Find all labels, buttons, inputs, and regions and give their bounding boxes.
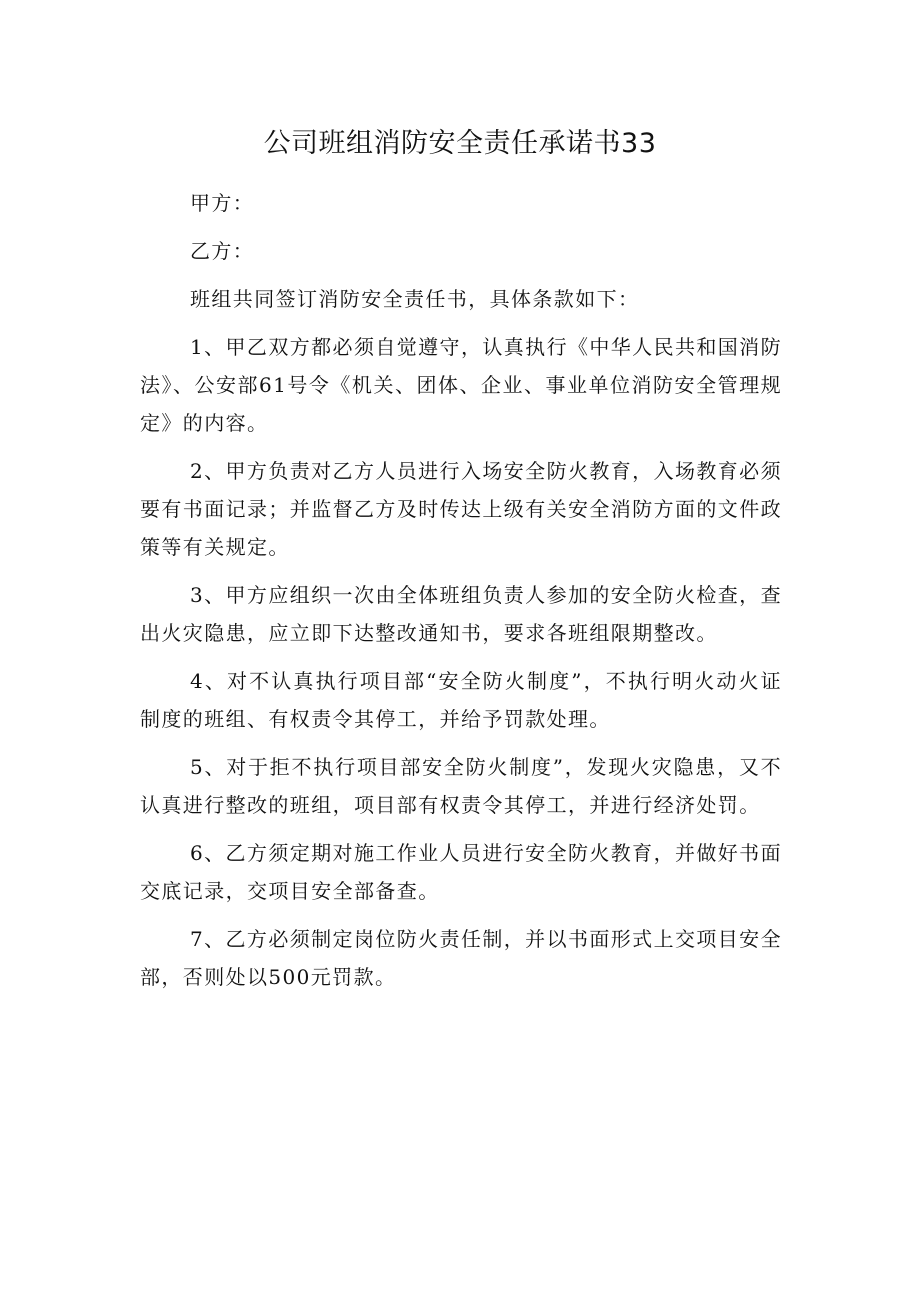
party-a-line: 甲方： xyxy=(190,191,255,215)
clause-6: 6、乙方须定期对施工作业人员进行安全防火教育，并做好书面交底记录，交项目安全部备查。 xyxy=(140,841,782,903)
document-body xyxy=(140,184,782,1006)
clause-1: 1、甲乙双方都必须自觉遵守，认真执行《中华人民共和国消防法》、公安部61号令《机关、团体、企业、事业单位消防安全管理规定》的内容。 xyxy=(140,335,782,435)
party-b-line: 乙方： xyxy=(190,239,255,263)
clause-2: 2、甲方负责对乙方人员进行入场安全防火教育，入场教育必须要有书面记录；并监督乙方及时传达上级有关安全消防方面的文件政策等有关规定。 xyxy=(140,459,782,559)
clause-3: 3、甲方应组织一次由全体班组负责人参加的安全防火检查，查出火灾隐患，应立即下达整改通知书，要求各班组限期整改。 xyxy=(140,583,782,645)
clause-4: 4、对不认真执行项目部“安全防火制度”，不执行明火动火证制度的班组、有权责令其停工，并给予罚款处理。 xyxy=(140,669,782,731)
intro-paragraph: 班组共同签订消防安全责任书，具体条款如下： xyxy=(190,287,640,311)
document-title: 公司班组消防安全责任承诺书33 xyxy=(263,128,657,159)
clause-7: 7、乙方必须制定岗位防火责任制，并以书面形式上交项目安全部，否则处以500元罚款。 xyxy=(140,927,782,989)
clause-5: 5、对于拒不执行项目部安全防火制度”，发现火灾隐患，又不认真进行整改的班组，项目部有权责令其停工，并进行经济处罚。 xyxy=(140,755,782,817)
